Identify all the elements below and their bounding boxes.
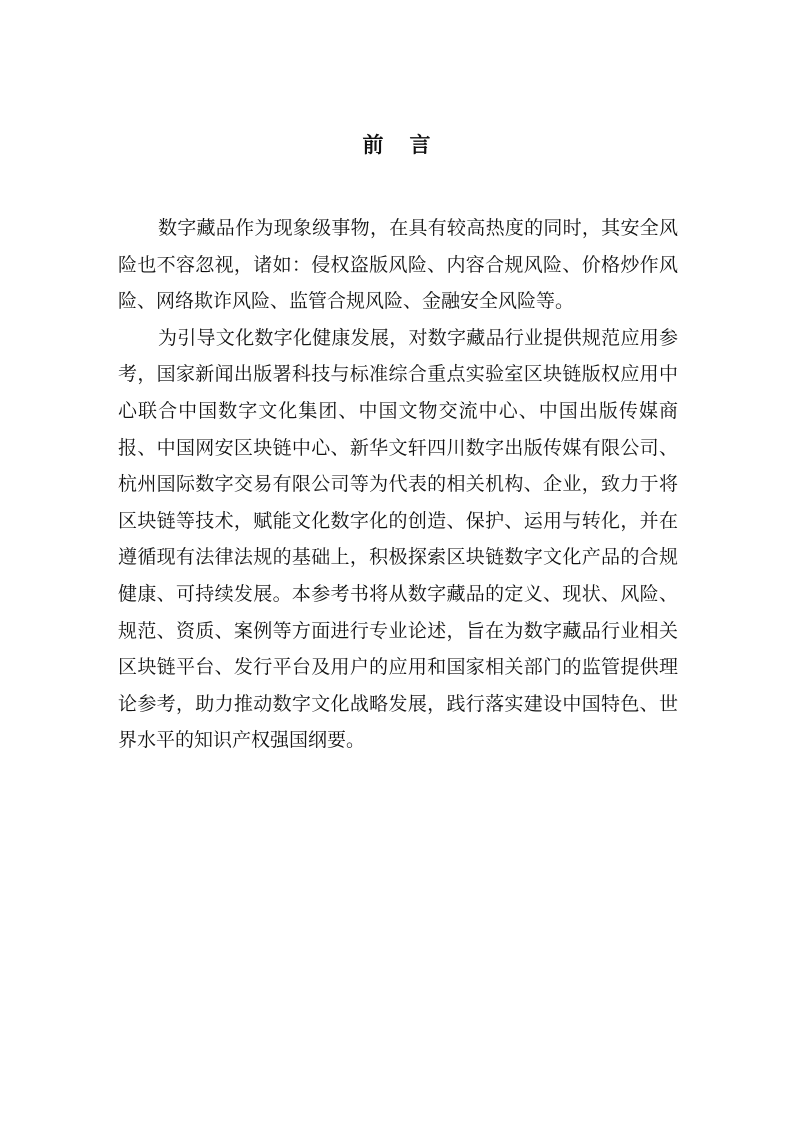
- paragraph-2: 为引导文化数字化健康发展，对数字藏品行业提供规范应用参考，国家新闻出版署科技与标准综合重点实验室区块链版权应用中心联合中国数字文化集团、中国文物交流中心、中国出版传媒商报、中国网安区块链中心、新华文轩四川数字出版传媒有限公司、杭州国际数字交易有限公司等为代表的相关机构、企业，致力于将区块链等技术，赋能文化数字化的创造、保护、运用与转化，并在遵循现有法律法规的基础上，积极探索区块链数字文化产品的合规健康、可持续发展。本参考书将从数字藏品的定义、现状、风险、规范、资质、案例等方面进行专业论述，旨在为数字藏品行业相关区块链平台、发行平台及用户的应用和国家相关部门的监管提供理论参考，助力推动数字文化战略发展，践行落实建设中国特色、世界水平的知识产权强国纲要。: [118, 326, 678, 752]
- document-body: [118, 210, 678, 759]
- paragraph-1: 数字藏品作为现象级事物，在具有较高热度的同时，其安全风险也不容忽视，诸如：侵权盗版风险、内容合规风险、价格炒作风险、网络欺诈风险、监管合规风险、金融安全风险等。: [118, 217, 678, 313]
- page-title: 前言: [362, 133, 457, 157]
